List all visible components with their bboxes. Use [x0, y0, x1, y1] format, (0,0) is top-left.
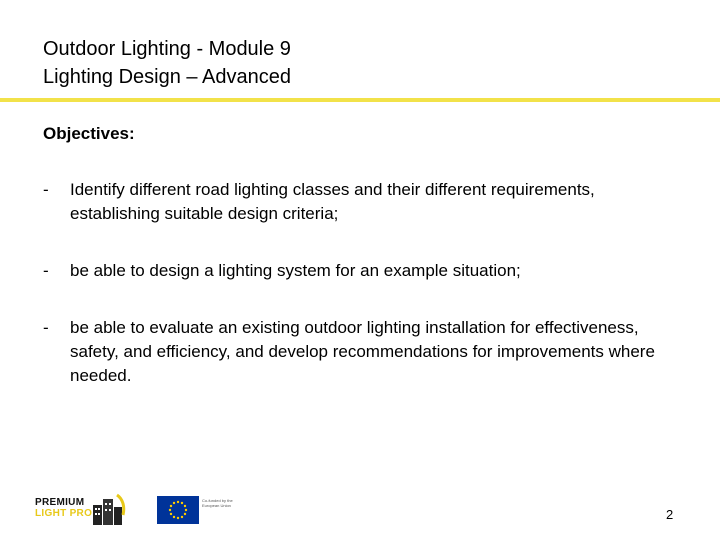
bullet-marker: - [43, 318, 49, 337]
objectives-list [43, 178, 683, 421]
building-icon [89, 493, 127, 527]
logo-text-line-2: LIGHT PRO [35, 508, 93, 519]
slide-title-line-2: Lighting Design – Advanced [43, 66, 291, 88]
eu-flag-icon [157, 496, 199, 524]
list-item [43, 316, 683, 388]
bullet-text: Identify different road lighting classes and their different requirements, establishing suitable design criteria; [70, 180, 595, 223]
title-divider [0, 98, 720, 102]
objectives-heading: Objectives: [43, 124, 135, 143]
eu-funding-text: Co-funded by the European Union [202, 498, 233, 508]
bullet-text: be able to design a lighting system for an example situation; [70, 261, 521, 280]
bullet-marker: - [43, 261, 49, 280]
slide-title [43, 35, 683, 91]
slide-title-line-1: Outdoor Lighting - Module 9 [43, 38, 291, 60]
list-item [43, 178, 683, 226]
bullet-marker: - [43, 180, 49, 199]
logo-text-line-1: PREMIUM [35, 497, 85, 508]
list-item [43, 259, 683, 283]
page-number: 2 [666, 507, 674, 522]
premium-light-pro-logo [33, 493, 128, 527]
bullet-text: be able to evaluate an existing outdoor lighting installation for effectiveness, safety, and efficiency, and develop recommendations for improvements where needed. [70, 318, 655, 385]
